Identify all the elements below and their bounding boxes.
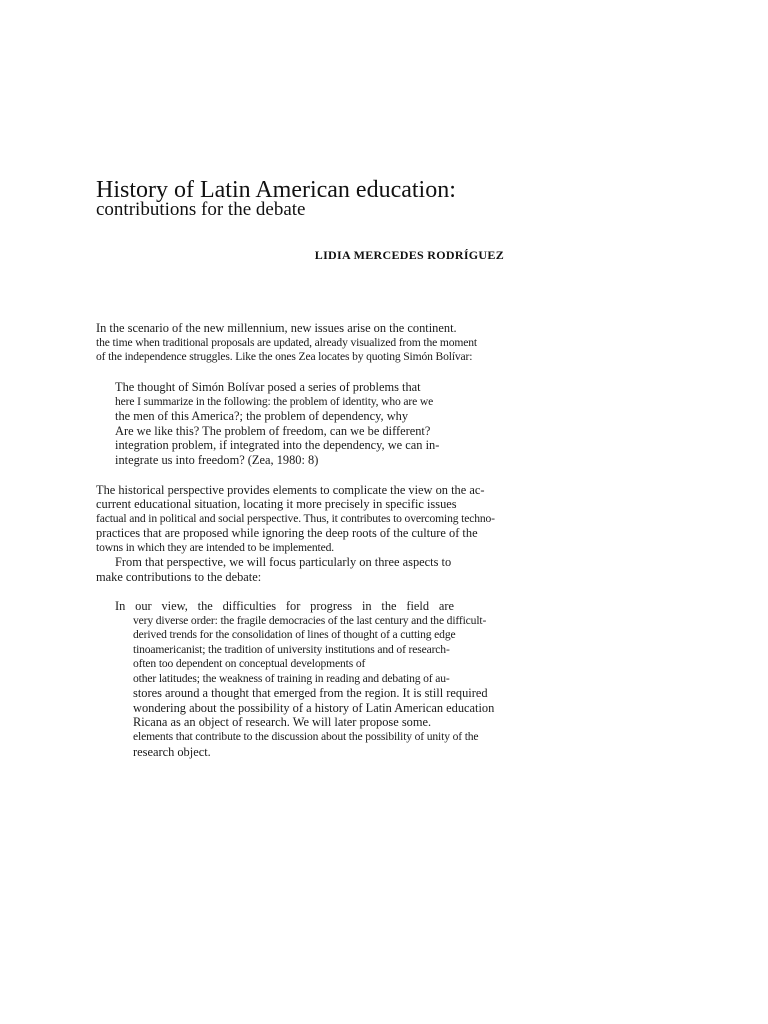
quote-line: integration problem, if integrated into the dependency, we can in- (115, 438, 440, 452)
view-line: Ricana as an object of research. We will later propose some. (133, 715, 432, 729)
author-name: LIDIA MERCEDES RODRÍGUEZ (314, 248, 504, 262)
quote-line: The thought of Simón Bolívar posed a series of problems that (115, 380, 421, 394)
view-line: research object. (133, 745, 211, 759)
document-subtitle: contributions for the debate (96, 199, 306, 220)
quote-line: integrate us into freedom? (Zea, 1980: 8) (115, 453, 319, 467)
text-line: make contributions to the debate: (96, 570, 262, 584)
view-line: tinoamericanist; the tradition of university institutions and of research- (133, 643, 450, 656)
view-line: often too dependent on conceptual developments of (133, 657, 366, 670)
view-line: very diverse order: the fragile democracies of the last century and the difficult- (133, 614, 487, 627)
document-title: History of Latin American education: (96, 177, 456, 203)
text-line: practices that are proposed while ignoring the deep roots of the culture of the (96, 526, 478, 540)
view-line: In our view, the difficulties for progress in the field are (115, 599, 454, 613)
text-line: In the scenario of the new millennium, new issues arise on the continent. (96, 321, 457, 335)
text-line: The historical perspective provides elements to complicate the view on the ac- (96, 483, 485, 497)
text-line: the time when traditional proposals are updated, already visualized from the moment (96, 336, 477, 349)
view-line: stores around a thought that emerged from the region. It is still required (133, 686, 488, 700)
text-line: From that perspective, we will focus particularly on three aspects to (115, 555, 452, 569)
quote-line: the men of this America?; the problem of dependency, why (115, 409, 409, 423)
view-line: wondering about the possibility of a history of Latin American education (133, 701, 495, 715)
text-line: towns in which they are intended to be implemented. (96, 541, 335, 554)
text-line: of the independence struggles. Like the ones Zea locates by quoting Simón Bolívar: (96, 350, 473, 363)
text-line: factual and in political and social perspective. Thus, it contributes to overcoming techno- (96, 512, 495, 525)
view-line: other latitudes; the weakness of training in reading and debating of au- (133, 672, 450, 685)
view-line: elements that contribute to the discussion about the possibility of unity of the (133, 730, 479, 743)
text-line: current educational situation, locating it more precisely in specific issues (96, 497, 457, 511)
quote-line: here I summarize in the following: the problem of identity, who are we (115, 395, 434, 408)
quote-line: Are we like this? The problem of freedom, can we be different? (115, 424, 431, 438)
view-line: derived trends for the consolidation of lines of thought of a cutting edge (133, 628, 456, 641)
